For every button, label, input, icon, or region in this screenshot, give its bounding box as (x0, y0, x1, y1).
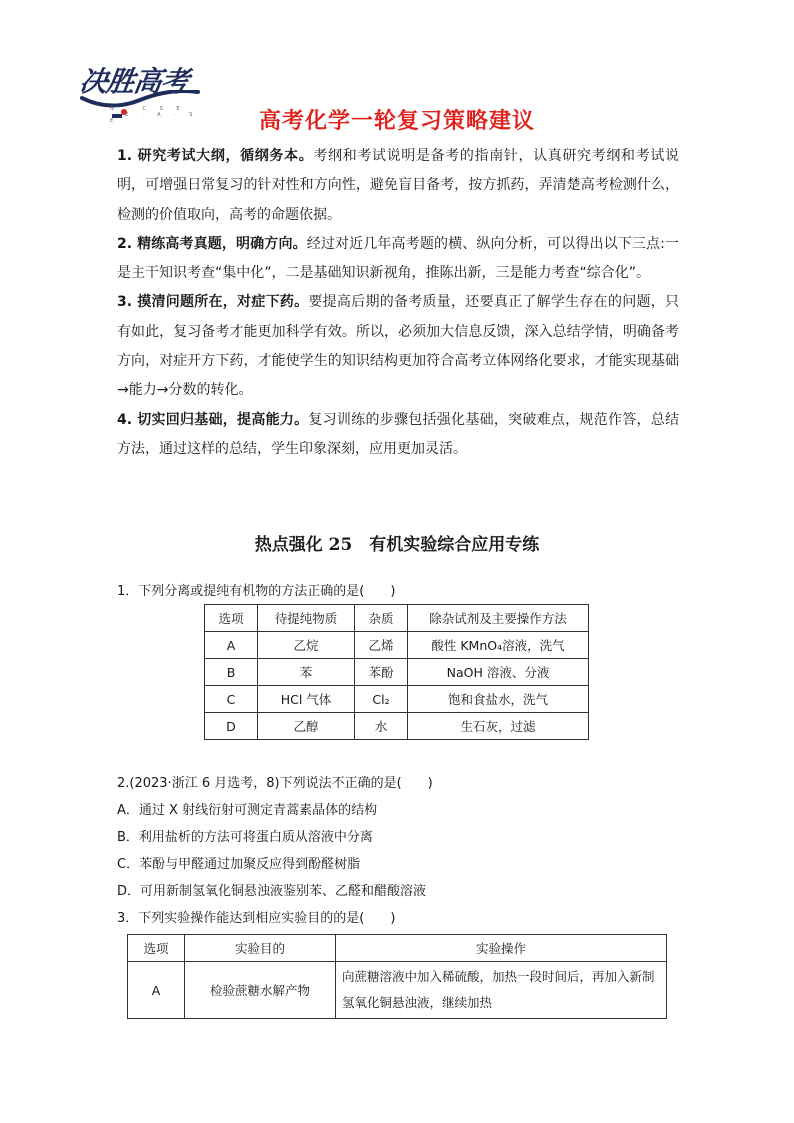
question-3-table (127, 934, 667, 1019)
table-row (205, 713, 589, 740)
table-header: 选项 (128, 935, 185, 962)
strategy-heading: 3. 摸清问题所在，对症下药。 (117, 294, 309, 311)
strategy-text: 复习训练的步骤包括强化基础，突破难点，规范作答，总结方法，通过这样的总结，学生印象深刻，应用更加灵活。 (117, 411, 680, 457)
table-cell: 检验蔗糖水解产物 (185, 962, 336, 1019)
question-2-option-d: D．可用新制氢氧化铜悬浊液鉴别苯、乙醛和醋酸溶液 (117, 884, 427, 899)
table-header-row (205, 605, 589, 632)
table-cell: A (128, 962, 185, 1019)
table-cell: HCl 气体 (258, 686, 355, 713)
table-row (128, 962, 667, 1019)
table-header: 待提纯物质 (258, 605, 355, 632)
table-cell: D (205, 713, 258, 740)
table-cell: C (205, 686, 258, 713)
strategy-text: 经过对近几年高考题的横、纵向分析，可以得出以下三点:一是主干知识考查“集中化”，二是基础知识新视角，推陈出新，三是能力考查“综合化”。 (117, 235, 679, 282)
question-2-option-c: C．苯酚与甲醛通过加聚反应得到酚醛树脂 (117, 857, 361, 872)
table-cell: A (205, 632, 258, 659)
question-2-option-b: B．利用盐析的方法可将蛋白质从溶液中分离 (117, 830, 373, 845)
strategy-item (117, 230, 679, 289)
table-header: 选项 (205, 605, 258, 632)
section-title: 热点强化 25 有机实验综合应用专练 (254, 535, 540, 555)
table-row (205, 632, 589, 659)
table-cell: 水 (355, 713, 408, 740)
strategy-list (117, 142, 679, 464)
logo-subtitle: N · C S E · E · A · S E (110, 106, 199, 124)
question-2-stem: 2.(2023·浙江 6 月选考，8)下列说法不正确的是( ) (117, 776, 433, 791)
table-cell: 酸性 KMnO₄溶液，洗气 (408, 632, 589, 659)
logo-text: 决胜高考 (77, 65, 191, 98)
strategy-item (117, 142, 679, 230)
table-cell: 向蔗糖溶液中加入稀硫酸，加热一段时间后，再加入新制氢氧化铜悬浊液，继续加热 (336, 962, 667, 1019)
table-row (205, 659, 589, 686)
table-header: 实验操作 (336, 935, 667, 962)
table-row (205, 686, 589, 713)
question-1-stem: 1．下列分离或提纯有机物的方法正确的是( ) (117, 584, 396, 599)
strategy-item (117, 288, 679, 405)
table-header: 杂质 (355, 605, 408, 632)
table-header-row (128, 935, 667, 962)
table-cell: 生石灰，过滤 (408, 713, 589, 740)
strategy-text: 考纲和考试说明是备考的指南针，认真研究考纲和考试说明，可增强日常复习的针对性和方向性，避免盲目备考，按方抓药，弄清楚高考检测什么，检测的价值取向，高考的命题依据。 (117, 148, 679, 223)
table-cell: 乙烯 (355, 632, 408, 659)
question-1-table (204, 604, 589, 740)
table-header: 除杂试剂及主要操作方法 (408, 605, 589, 632)
strategy-text: 要提高后期的备考质量，还要真正了解学生存在的问题，只有如此，复习备考才能更加科学有效。所以，必须加大信息反馈，深入总结学情，明确备考方向，对症开方下药，才能使学生的知识结构更加符合高考立体网络化要求，才能实现基础→能力→分数的转化。 (117, 294, 680, 399)
strategy-heading: 2. 精练高考真题，明确方向。 (117, 235, 307, 252)
table-cell: 苯 (258, 659, 355, 686)
page-title: 高考化学一轮复习策略建议 (258, 109, 535, 134)
strategy-item (117, 406, 679, 465)
strategy-heading: 1. 研究考试大纲，循纲务本。 (117, 148, 314, 164)
table-header: 实验目的 (185, 935, 336, 962)
table-cell: Cl₂ (355, 686, 408, 713)
question-2-option-a: A．通过 X 射线衍射可测定青蒿素晶体的结构 (117, 803, 378, 818)
strategy-heading: 4. 切实回归基础，提高能力。 (117, 411, 309, 428)
table-cell: NaOH 溶液、分液 (408, 659, 589, 686)
table-cell: 乙烷 (258, 632, 355, 659)
table-cell: B (205, 659, 258, 686)
table-cell: 饱和食盐水，洗气 (408, 686, 589, 713)
table-cell: 乙醇 (258, 713, 355, 740)
table-cell: 苯酚 (355, 659, 408, 686)
question-3-stem: 3．下列实验操作能达到相应实验目的的是( ) (117, 911, 396, 926)
